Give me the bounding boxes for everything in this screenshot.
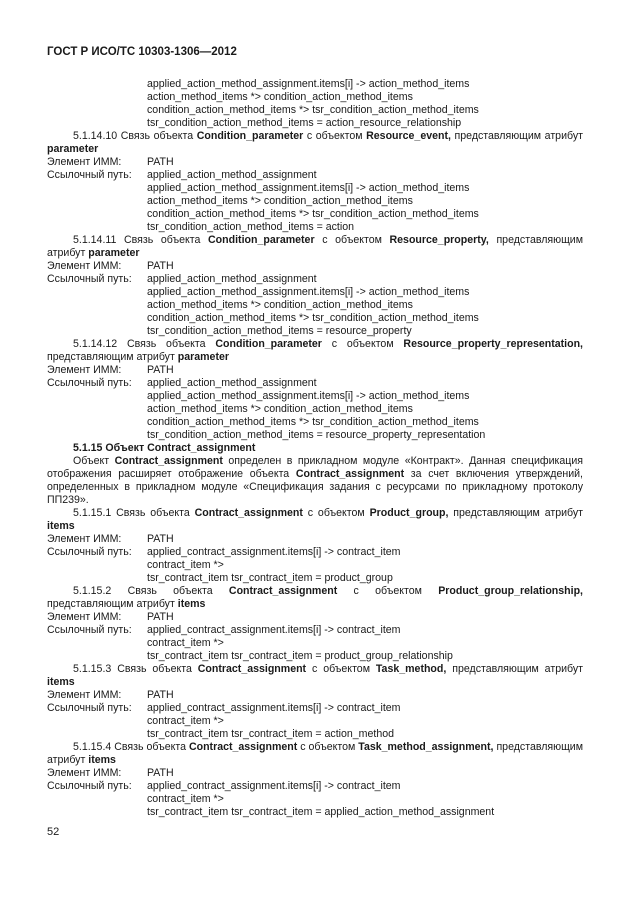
reference-path-row bbox=[47, 624, 583, 637]
imm-element-label: Элемент ИММ: bbox=[47, 364, 122, 376]
reference-path-label: Ссылочный путь: bbox=[47, 169, 132, 181]
path-block-continued bbox=[47, 78, 583, 130]
path-line: tsr_contract_item tsr_contract_item = product_group bbox=[147, 572, 393, 584]
path-line: action_method_items *> condition_action_method_items bbox=[147, 91, 413, 103]
path-line: action_method_items *> condition_action_method_items bbox=[147, 195, 413, 207]
imm-element-value: PATH bbox=[147, 767, 174, 779]
section-5-1-15-1 bbox=[47, 507, 583, 585]
path-line: applied_contract_assignment.items[i] -> contract_item bbox=[147, 702, 401, 714]
section-heading: 5.1.14.10 Связь объекта Condition_parameter с объектом Resource_event, представляющим атрибут parameter bbox=[47, 130, 583, 155]
reference-path-label: Ссылочный путь: bbox=[47, 624, 132, 636]
section-5-1-14-10 bbox=[47, 130, 583, 234]
page-number: 52 bbox=[47, 826, 60, 838]
path-line: tsr_condition_action_method_items = action_resource_relationship bbox=[147, 117, 462, 129]
imm-element-row bbox=[47, 533, 583, 546]
reference-path-row bbox=[47, 780, 583, 793]
section-5-1-15-4 bbox=[47, 741, 583, 819]
imm-element-label: Элемент ИММ: bbox=[47, 156, 122, 168]
path-line: contract_item *> bbox=[147, 793, 224, 805]
section-5-1-14-12 bbox=[47, 338, 583, 442]
path-line: applied_action_method_assignment.items[i] -> action_method_items bbox=[147, 390, 470, 402]
section-5-1-14-11 bbox=[47, 234, 583, 338]
path-line: condition_action_method_items *> tsr_condition_action_method_items bbox=[147, 208, 479, 220]
path-line: applied_action_method_assignment bbox=[147, 169, 317, 181]
path-line: applied_action_method_assignment.items[i] -> action_method_items bbox=[147, 286, 470, 298]
section-paragraph: Объект Contract_assignment определен в прикладном модуле «Контракт». Данная спецификация отображения расширяет отображение объекта Contract_assignment за счет включения утверждений, определенных в прикладном модуле «Спецификация задания с ресурсами по прикладному протоколу ПП239». bbox=[47, 455, 583, 506]
imm-element-label: Элемент ИММ: bbox=[47, 611, 122, 623]
document-header: ГОСТ Р ИСО/ТС 10303-1306—2012 bbox=[47, 46, 237, 58]
path-line: applied_action_method_assignment.items[i] -> action_method_items bbox=[147, 182, 470, 194]
section-heading: 5.1.15.4 Связь объекта Contract_assignment с объектом Task_method_assignment, представляющим атрибут items bbox=[47, 741, 584, 766]
reference-path-row bbox=[47, 702, 583, 715]
section-heading: 5.1.14.11 Связь объекта Condition_parameter с объектом Resource_property, представляющим атрибут parameter bbox=[47, 234, 584, 259]
imm-element-row bbox=[47, 364, 583, 377]
path-line: contract_item *> bbox=[147, 715, 224, 727]
path-line: contract_item *> bbox=[147, 559, 224, 571]
section-heading: 5.1.15.3 Связь объекта Contract_assignment с объектом Task_method, представляющим атрибут items bbox=[47, 663, 583, 688]
path-line: applied_action_method_assignment bbox=[147, 273, 317, 285]
reference-path-label: Ссылочный путь: bbox=[47, 273, 132, 285]
path-line: applied_contract_assignment.items[i] -> contract_item bbox=[147, 624, 401, 636]
path-line: tsr_condition_action_method_items = resource_property_representation bbox=[147, 429, 486, 441]
section-heading: 5.1.15.1 Связь объекта Contract_assignment с объектом Product_group, представляющим атрибут items bbox=[47, 507, 583, 532]
imm-element-value: PATH bbox=[147, 611, 174, 623]
imm-element-label: Элемент ИММ: bbox=[47, 767, 122, 779]
path-line: condition_action_method_items *> tsr_condition_action_method_items bbox=[147, 416, 479, 428]
path-line: tsr_condition_action_method_items = resource_property bbox=[147, 325, 412, 337]
imm-element-value: PATH bbox=[147, 364, 174, 376]
path-line: applied_action_method_assignment.items[i] -> action_method_items bbox=[147, 78, 470, 90]
reference-path-label: Ссылочный путь: bbox=[47, 377, 132, 389]
path-line: action_method_items *> condition_action_method_items bbox=[147, 403, 413, 415]
imm-element-value: PATH bbox=[147, 260, 174, 272]
imm-element-row bbox=[47, 156, 583, 169]
path-line: contract_item *> bbox=[147, 637, 224, 649]
reference-path-label: Ссылочный путь: bbox=[47, 702, 132, 714]
path-line: applied_action_method_assignment bbox=[147, 377, 317, 389]
path-line: applied_contract_assignment.items[i] -> contract_item bbox=[147, 546, 401, 558]
imm-element-label: Элемент ИММ: bbox=[47, 533, 122, 545]
path-line: tsr_contract_item tsr_contract_item = applied_action_method_assignment bbox=[147, 806, 495, 818]
section-title: 5.1.15 Объект Contract_assignment bbox=[73, 442, 256, 454]
path-line: condition_action_method_items *> tsr_condition_action_method_items bbox=[147, 104, 479, 116]
reference-path-label: Ссылочный путь: bbox=[47, 546, 132, 558]
path-line: condition_action_method_items *> tsr_condition_action_method_items bbox=[147, 312, 479, 324]
imm-element-row bbox=[47, 260, 583, 273]
section-5-1-15 bbox=[47, 442, 583, 507]
imm-element-label: Элемент ИММ: bbox=[47, 689, 122, 701]
reference-path-row bbox=[47, 169, 583, 182]
section-heading: 5.1.15.2 Связь объекта Contract_assignment с объектом Product_group_relationship, представляющим атрибут items bbox=[47, 585, 583, 610]
reference-path-row bbox=[47, 273, 583, 286]
path-line: tsr_contract_item tsr_contract_item = product_group_relationship bbox=[147, 650, 453, 662]
imm-element-row bbox=[47, 611, 583, 624]
imm-element-label: Элемент ИММ: bbox=[47, 260, 122, 272]
path-line: action_method_items *> condition_action_method_items bbox=[147, 299, 413, 311]
imm-element-value: PATH bbox=[147, 689, 174, 701]
section-heading: 5.1.14.12 Связь объекта Condition_parameter с объектом Resource_property_representation, представляющим атрибут parameter bbox=[47, 338, 583, 363]
document-body bbox=[47, 78, 583, 819]
reference-path-row bbox=[47, 377, 583, 390]
imm-element-row bbox=[47, 689, 583, 702]
imm-element-value: PATH bbox=[147, 156, 174, 168]
imm-element-row bbox=[47, 767, 583, 780]
imm-element-value: PATH bbox=[147, 533, 174, 545]
section-5-1-15-2 bbox=[47, 585, 583, 663]
section-5-1-15-3 bbox=[47, 663, 583, 741]
reference-path-label: Ссылочный путь: bbox=[47, 780, 132, 792]
path-line: tsr_condition_action_method_items = action bbox=[147, 221, 354, 233]
path-line: tsr_contract_item tsr_contract_item = action_method bbox=[147, 728, 395, 740]
reference-path-row bbox=[47, 546, 583, 559]
path-line: applied_contract_assignment.items[i] -> contract_item bbox=[147, 780, 401, 792]
